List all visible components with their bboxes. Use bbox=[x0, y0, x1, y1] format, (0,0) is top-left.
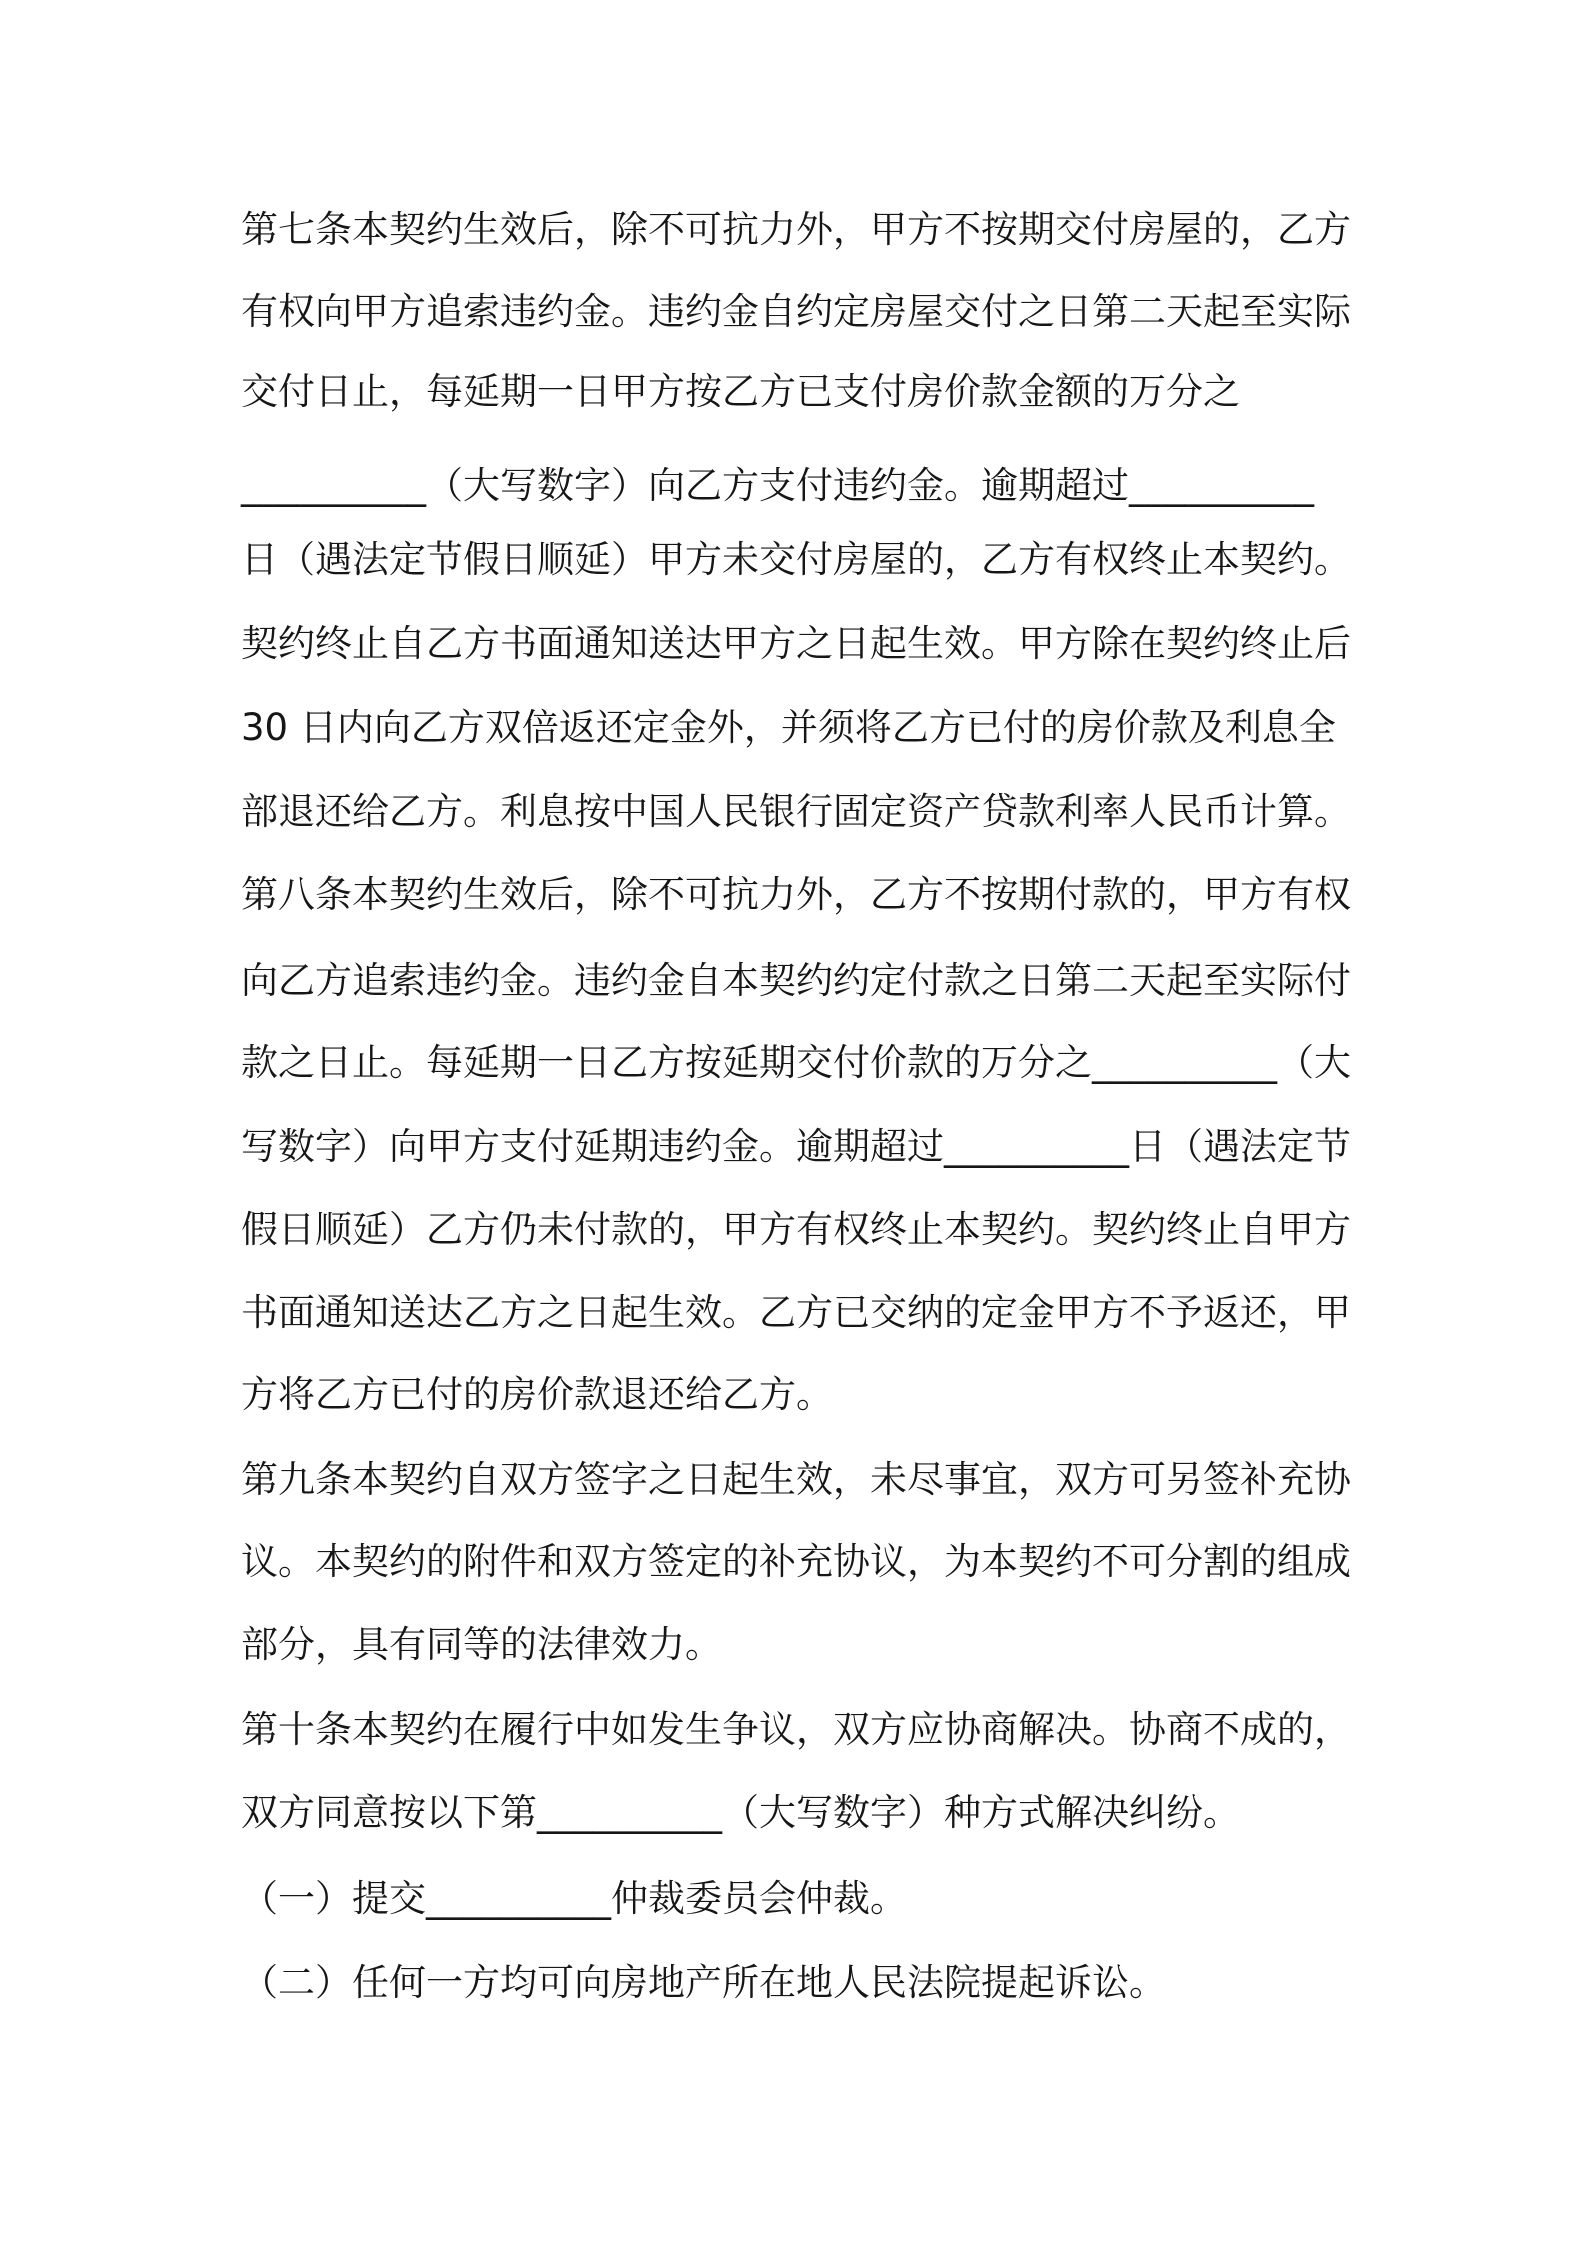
article-7-line-3: 交付日止，每延期一日甲方按乙方已支付房价款金额的万分之 bbox=[241, 370, 1240, 413]
article-8-line-6: 书面通知送达乙方之日起生效。乙方已交纳的定金甲方不予返还，甲 bbox=[241, 1291, 1351, 1334]
article-8-line-7: 方将乙方已付的房价款退还给乙方。 bbox=[241, 1373, 833, 1416]
article-10-option-1: （一）提交__________仲裁委员会仲裁。 bbox=[241, 1877, 907, 1920]
article-7-line-1: 第七条本契约生效后，除不可抗力外，甲方不按期交付房屋的，乙方 bbox=[241, 208, 1351, 251]
article-10-option-2: （二）任何一方均可向房地产所在地人民法院提起诉讼。 bbox=[241, 1961, 1166, 2004]
article-9-line-2: 议。本契约的附件和双方签定的补充协议，为本契约不可分割的组成 bbox=[241, 1540, 1351, 1583]
article-7-line-8: 部退还给乙方。利息按中国人民银行固定资产贷款利率人民币计算。 bbox=[241, 790, 1351, 833]
article-7-line-5: 日（遇法定节假日顺延）甲方未交付房屋的，乙方有权终止本契约。 bbox=[241, 538, 1351, 581]
article-10-line-2: 双方同意按以下第__________（大写数字）种方式解决纠纷。 bbox=[241, 1791, 1240, 1834]
article-8-line-2: 向乙方追索违约金。违约金自本契约约定付款之日第二天起至实际付 bbox=[241, 959, 1351, 1002]
article-10-line-1: 第十条本契约在履行中如发生争议，双方应协商解决。协商不成的， bbox=[241, 1708, 1351, 1751]
article-7-line-6: 契约终止自乙方书面通知送达甲方之日起生效。甲方除在契约终止后 bbox=[241, 622, 1351, 665]
article-8-line-1: 第八条本契约生效后，除不可抗力外，乙方不按期付款的，甲方有权 bbox=[241, 873, 1351, 916]
article-9-line-3: 部分，具有同等的法律效力。 bbox=[241, 1623, 722, 1666]
article-8-line-3: 款之日止。每延期一日乙方按延期交付价款的万分之__________（大 bbox=[241, 1041, 1351, 1084]
article-7-line-7: 30 日内向乙方双倍返还定金外，并须将乙方已付的房价款及利息全 bbox=[241, 706, 1336, 749]
article-7-line-4: __________（大写数字）向乙方支付违约金。逾期超过__________ bbox=[241, 464, 1314, 507]
article-8-line-5: 假日顺延）乙方仍未付款的，甲方有权终止本契约。契约终止自甲方 bbox=[241, 1208, 1351, 1251]
article-9-line-1: 第九条本契约自双方签字之日起生效，未尽事宜，双方可另签补充协 bbox=[241, 1458, 1351, 1501]
article-8-line-4: 写数字）向甲方支付延期违约金。逾期超过__________日（遇法定节 bbox=[241, 1125, 1351, 1168]
article-7-line-2: 有权向甲方追索违约金。违约金自约定房屋交付之日第二天起至实际 bbox=[241, 290, 1351, 333]
